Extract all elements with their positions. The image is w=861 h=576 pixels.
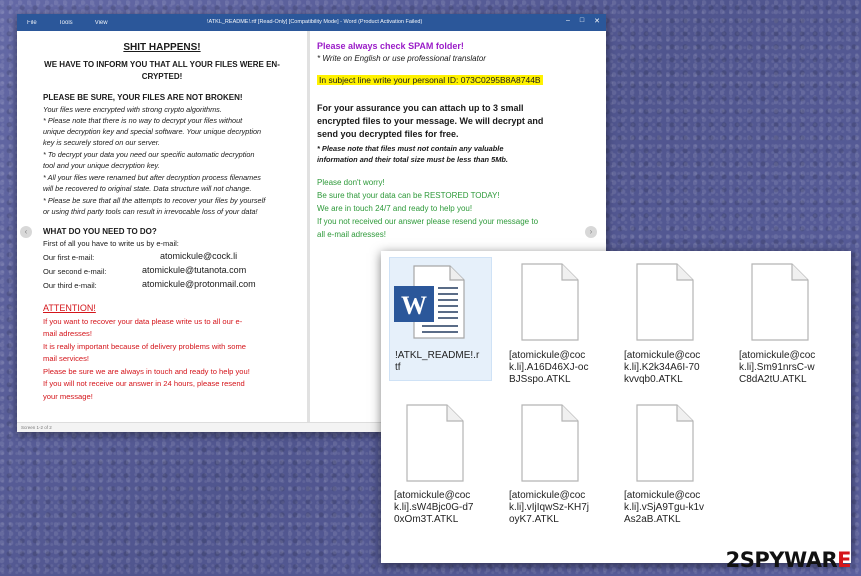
file-name: !ATKL_README!.r tf [395,350,480,373]
personal-id-line: In subject line write your personal ID: 073C0295B8A8744B [319,75,541,85]
attention-line: mail services! [43,354,89,363]
email-value: atomickule@protonmail.com [142,279,256,289]
text-line: Your files were encrypted with strong crypto algorithms. [43,105,222,114]
window-title: !ATKL_README!.rtf [Read-Only] [Compatibility Mode] - Word (Product Activation Failed) [207,19,423,25]
what-to-do-heading: WHAT DO YOU NEED TO DO? [43,227,157,236]
file-name: [atomickule@coc k.li].Sm91nrsC-w C8dA2tU.ATKL [739,350,816,385]
reassure-line: Be sure that your data can be RESTORED TODAY! [317,191,500,200]
file-name: [atomickule@coc k.li].vSjA9Tgu-k1v As2aB.ATKL [624,490,705,525]
text-line: tool and your unique decryption key. [43,161,160,170]
blank-file-icon [518,403,582,483]
note-line: * Please note that files must not contain any valuable [317,144,504,153]
blank-file-icon [518,262,582,342]
assurance-line: For your assurance you can attach up to 3 small [317,103,524,113]
assurance-line: send you decrypted files for free. [317,129,459,139]
minimize-icon[interactable]: – [565,17,570,24]
menu-tools[interactable]: Tools [58,19,73,26]
watermark-logo [726,548,851,572]
watermark-part-1: 2SPYWAR [725,548,838,572]
file-name: [atomickule@coc k.li].vIjIqwSz-KH7j oyK7.ATKL [509,490,590,525]
not-broken-heading: PLEASE BE SURE, YOUR FILES ARE NOT BROKEN! [43,93,243,102]
file-name: [atomickule@coc k.li].K2k34A6I-70 kvvqb0.ATKL [624,350,701,385]
file-name: [atomickule@coc k.li].A16D46XJ-oc BJSspo.ATKL [509,350,589,385]
text-line: * All your files were renamed but after decryption process filenames [43,173,261,182]
inform-line-1: WE HAVE TO INFORM YOU THAT ALL YOUR FILES WERE EN- [44,60,280,69]
blank-file-icon [633,262,697,342]
spam-heading: Please always check SPAM folder! [317,41,464,51]
word-doc-icon [392,262,472,342]
text-line: * Please be sure that all the attempts to recover your files by yourself [43,196,266,205]
email-label: Our first e-mail: [43,253,95,262]
menu-file[interactable]: File [27,19,37,26]
file-name: [atomickule@coc k.li].sW4Bjc0G-d7 0xOm3T.ATKL [394,490,474,525]
status-bar: Screen 1-2 of 2 [17,422,606,432]
ransom-heading: SHIT HAPPENS! [123,42,201,53]
attention-line: If you want to recover your data please write us to all our e- [43,317,243,326]
text-line: or using third party tools can result in irrevocable loss of your data! [43,207,258,216]
assurance-line: encrypted files to your message. We will decrypt and [317,116,544,126]
attention-line: If you will not receive our answer in 24 hours, please resend [43,379,245,388]
email-value: atomickule@cock.li [160,251,238,261]
chevron-left-icon[interactable]: ‹ [20,226,32,238]
reassure-line: Please don't worry! [317,178,385,187]
blank-file-icon [748,262,812,342]
reassure-line: If you not received our answer please resend your message to [317,217,539,226]
email-label: Our second e-mail: [43,267,107,276]
english-line: * Write on English or use professional translator [317,54,486,63]
inform-line-2: CRYPTED! [141,72,183,81]
attention-line: It is really important because of delivery problems with some [43,342,247,351]
blank-file-icon [403,403,467,483]
reassure-line: all e-mail adresses! [317,230,386,239]
maximize-icon[interactable]: □ [579,17,585,24]
close-icon[interactable]: ✕ [594,18,600,25]
reassure-line: We are in touch 24/7 and ready to help you! [317,204,473,213]
title-bar [17,14,606,31]
text-line: * Please note that there is no way to decrypt your files without [43,116,243,125]
document-page-left [17,31,307,422]
text-line: unique decryption key and special software. Your unique decryption [43,127,262,136]
text-line: * To decrypt your data you need our specific automatic decryption [43,150,255,159]
text-line: key is securely stored on our server. [43,138,160,147]
attention-line: your message! [43,392,93,401]
first-of-all-line: First of all you have to write us by e-mail: [43,239,179,248]
window-controls [566,17,600,25]
attention-line: Please be sure we are always in touch and ready to help you! [43,367,250,376]
chevron-right-icon[interactable]: › [585,226,597,238]
watermark-part-2: E [837,548,851,572]
subject-line-wrapper [317,75,543,85]
email-value: atomickule@tutanota.com [142,265,247,275]
text-line: will be recovered to original state. Data structure will not change. [43,184,252,193]
attention-heading: ATTENTION! [43,303,96,313]
svg-text:W: W [401,291,427,320]
email-label: Our third e-mail: [43,281,97,290]
note-line: information and their total size must be less than 5Mb. [317,155,508,164]
attention-line: mail adresses! [43,329,92,338]
blank-file-icon [633,403,697,483]
menu-view[interactable]: View [94,19,108,26]
